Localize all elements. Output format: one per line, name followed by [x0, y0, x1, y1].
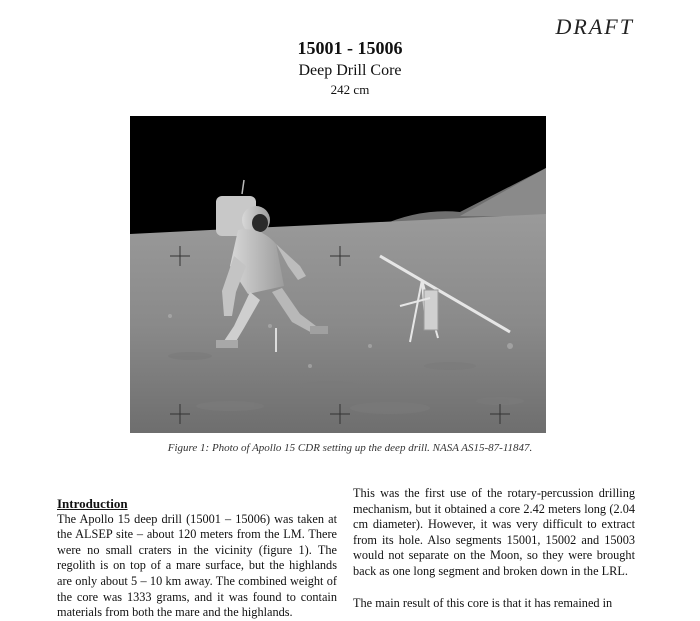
- lunar-surface-photo: [130, 116, 546, 433]
- main-result-paragraph: The main result of this core is that it has remained in: [353, 595, 613, 610]
- drilling-paragraph: This was the first use of the rotary-percussion drilling mechanism, but it obtained a core 2.42 meters long (2.04 cm diameter). However, it was very difficult to extract from its hole. Also segments 15001, 15002 and 15003 would not separate on the Moon, so they were brought back as one long segment and broken down in the LRL.: [353, 486, 635, 578]
- introduction-paragraph: The Apollo 15 deep drill (15001 – 15006) was taken at the ALSEP site – about 120 meters from the LM. There were no small craters in the vicinity (figure 1). The regolith is on top of a mare surface, but the highlands are only about 5 – 10 km away. The combined weight of the core was 1333 grams, and it was found to contain materials from both the mare and the highlands.: [57, 511, 337, 620]
- introduction-section: [57, 496, 337, 621]
- page-subtitle: Deep Drill Core: [298, 62, 402, 79]
- figure-photo: [130, 116, 546, 433]
- page-title: 15001 - 15006: [297, 38, 403, 58]
- figure-caption: Figure 1: Photo of Apollo 15 CDR setting up the deep drill. NASA AS15-87-11847.: [167, 442, 533, 454]
- draft-watermark: DRAFT: [555, 14, 634, 39]
- core-length: 242 cm: [330, 82, 370, 97]
- introduction-heading: Introduction: [57, 496, 128, 511]
- right-column: [353, 486, 635, 611]
